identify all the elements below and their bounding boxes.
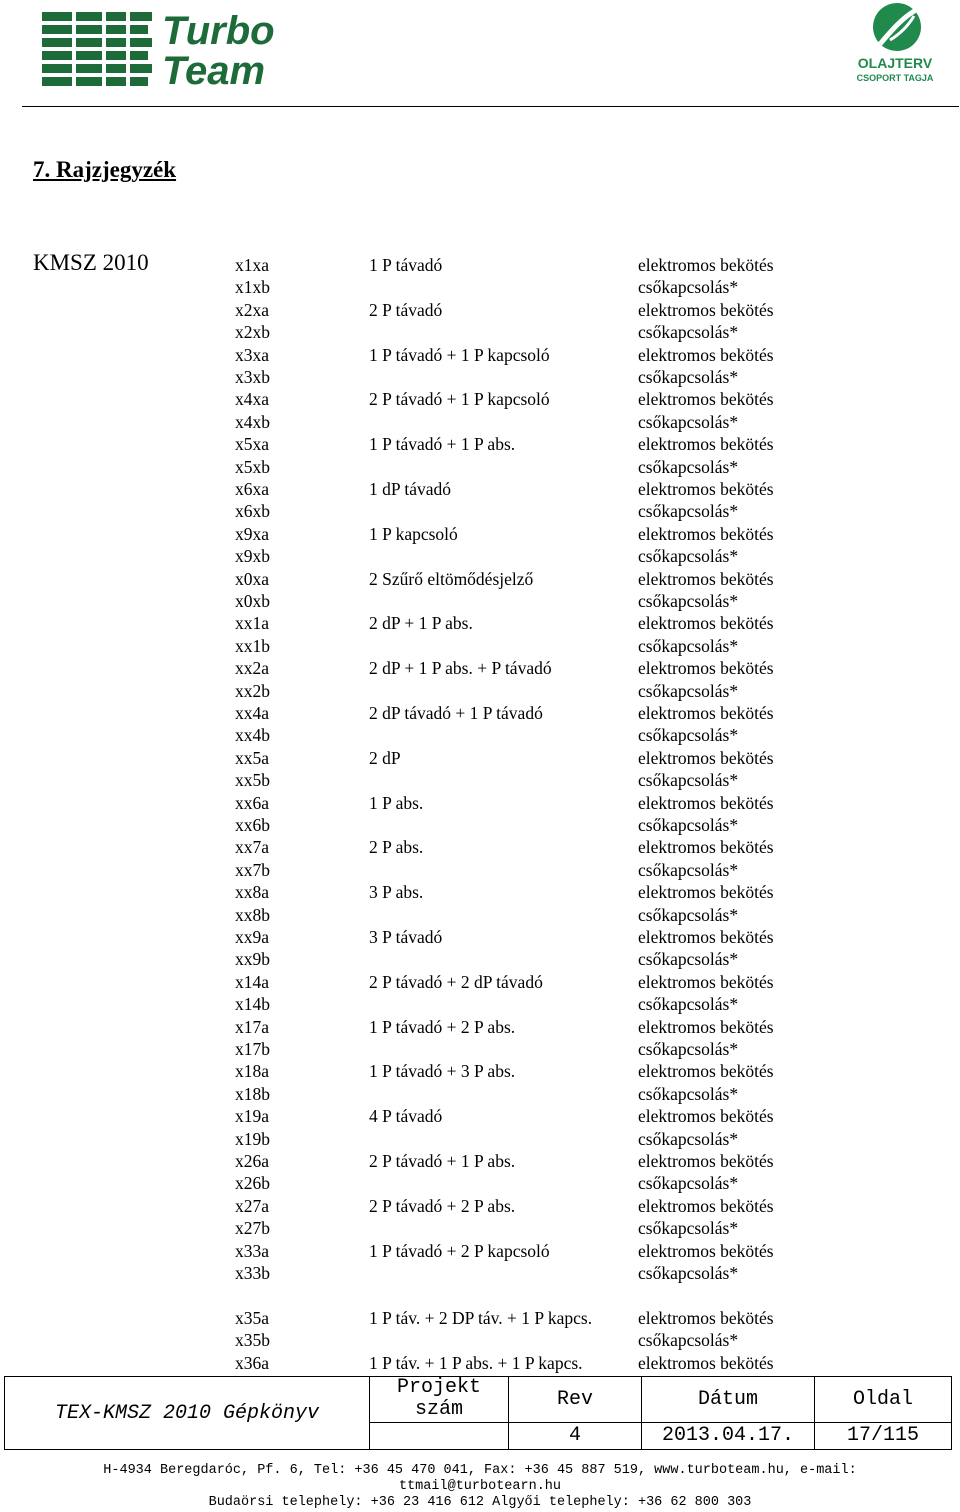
connection-type: elektromos bekötés [638,1307,774,1328]
connection-type: csőkapcsolás* [638,591,739,611]
footer-project-value [370,1422,509,1449]
drawing-code: x14a [235,971,270,992]
drawing-description: 1 P távadó + 2 P abs. [369,1016,516,1037]
table-row [0,344,960,366]
table-row [0,1128,960,1150]
footer-date-value: 2013.04.17. [642,1422,815,1449]
connection-type: csőkapcsolás* [638,501,739,522]
page-header [0,0,960,110]
footer-rev-value: 4 [509,1422,642,1449]
drawing-code: xx9b [235,949,270,970]
table-row [0,321,960,343]
connection-type: elektromos bekötés [638,703,774,723]
drawing-description: 2 P távadó + 2 P abs. [369,1195,516,1216]
table-row [0,388,960,410]
connection-type: csőkapcsolás* [638,456,739,477]
drawing-code: x3xa [235,344,270,365]
drawing-description: 1 P távadó + 2 P kapcsoló [369,1240,550,1261]
table-row [0,926,960,948]
drawing-description: 2 P abs. [369,837,424,858]
connection-type: elektromos bekötés [638,658,774,679]
connection-type: elektromos bekötés [638,882,774,903]
drawing-code: xx8b [235,904,270,925]
table-row [0,411,960,433]
table-row [0,948,960,970]
drawing-code: x17b [235,1039,270,1059]
drawing-code: x5xa [235,434,270,455]
drawing-code: xx7b [235,859,270,880]
table-row [0,859,960,881]
table-row [0,590,960,612]
drawing-description: 2 dP [369,747,401,768]
connection-type: csőkapcsolás* [638,1173,739,1194]
connection-type: csőkapcsolás* [638,994,739,1015]
turbo-team-logo-mark [40,8,340,88]
drawing-description: 1 P táv. + 2 DP táv. + 1 P kapcs. [369,1307,593,1328]
header-divider [22,106,959,107]
drawing-code: x35b [235,1330,270,1351]
table-row [0,1150,960,1172]
drawing-code: x1xa [235,255,270,275]
connection-type: csőkapcsolás* [638,277,739,298]
connection-type: elektromos bekötés [638,1106,774,1127]
drawing-code: x3xb [235,367,270,387]
connection-type: csőkapcsolás* [638,680,739,701]
connection-type: csőkapcsolás* [638,322,739,343]
olajterv-tagline: CSOPORT TAGJA [856,73,934,83]
drawing-description: 2 dP + 1 P abs. + P távadó [369,658,552,679]
drawing-code: x0xa [235,568,270,589]
table-row [0,1352,960,1374]
logo-text-team: Team [162,49,266,88]
drawing-description: 3 P abs. [369,882,424,903]
connection-type: csőkapcsolás* [638,1083,739,1104]
connection-type: elektromos bekötés [638,792,774,813]
footer-rev-header: Rev [509,1377,642,1423]
table-row [0,366,960,388]
connection-type: csőkapcsolás* [638,770,739,791]
connection-type: elektromos bekötés [638,568,774,589]
table-row [0,523,960,545]
connection-type: elektromos bekötés [638,255,774,275]
drawing-code: xx4a [235,703,270,723]
contact-line-2: ttmail@turbotearn.hu [398,1479,562,1494]
drawing-description: 1 P kapcsoló [369,523,458,544]
connection-type: csőkapcsolás* [638,411,739,432]
drawing-description: 2 Szűrő eltömődésjelző [369,568,534,589]
table-row [0,1172,960,1194]
table-row [0,568,960,590]
table-row [0,814,960,836]
drawing-description: 2 P távadó + 1 P abs. [369,1151,516,1171]
table-row [0,747,960,769]
connection-type: csőkapcsolás* [638,1039,739,1059]
table-row [0,836,960,858]
connection-type: csőkapcsolás* [638,949,739,970]
table-row [0,478,960,500]
connection-type: elektromos bekötés [638,971,774,992]
drawing-code: x33a [235,1240,270,1261]
drawing-code: xx6b [235,815,270,835]
drawing-code: xx4b [235,725,270,746]
connection-type: elektromos bekötés [638,747,774,768]
document-label: KMSZ 2010 [33,250,149,275]
table-row [0,254,960,276]
olajterv-name: OLAJTERV [857,55,933,71]
drawing-code: x35a [235,1307,270,1328]
drawing-code: x5xb [235,456,270,477]
drawing-code: xx7a [235,837,270,858]
table-row [0,1262,960,1284]
drawing-description: 1 dP távadó [369,479,451,499]
table-row [0,635,960,657]
table-row [0,702,960,724]
connection-type: elektromos bekötés [638,1061,774,1082]
connection-type: csőkapcsolás* [638,1218,739,1239]
drawing-code: x36a [235,1352,270,1373]
table-row [0,1060,960,1082]
connection-type: elektromos bekötés [638,1352,774,1373]
drawing-code: x9xb [235,546,270,567]
table-row [0,1307,960,1329]
table-row [0,792,960,814]
olajterv-logo [850,0,940,90]
table-row [0,545,960,567]
drawing-description: 2 P távadó [369,299,443,320]
drawing-code: xx1a [235,613,270,634]
footer-project-header-line2: szám [414,1398,463,1422]
page-title: 7. Rajzjegyzék [33,157,177,182]
footer-date-header: Dátum [642,1377,815,1423]
table-row [0,1016,960,1038]
drawing-code: x9xa [235,523,270,544]
connection-type: csőkapcsolás* [638,367,739,387]
footer-page-header: Oldal [815,1377,952,1423]
drawing-description: 4 P távadó [369,1106,443,1127]
table-row [0,276,960,298]
drawing-description: 1 P távadó [369,255,443,275]
drawing-code: xx5a [235,747,270,768]
connection-type: csőkapcsolás* [638,815,739,835]
drawing-code: x2xa [235,299,270,320]
drawing-description: 2 dP távadó + 1 P távadó [369,703,543,723]
connection-type: elektromos bekötés [638,523,774,544]
table-row [0,904,960,926]
drawing-code: x27a [235,1195,270,1216]
connection-type: csőkapcsolás* [638,546,739,567]
drawing-code: x19b [235,1128,270,1149]
connection-type: csőkapcsolás* [638,1128,739,1149]
connection-type: csőkapcsolás* [638,635,739,656]
table-row [0,1083,960,1105]
drawing-description: 1 P abs. [369,792,424,813]
drawing-description: 2 P távadó + 2 dP távadó [369,971,543,992]
drawing-code: x4xa [235,389,270,410]
turbo-team-logo [40,8,340,88]
drawing-code: x6xb [235,501,270,522]
drawing-code: xx2b [235,680,270,701]
footer-project-header [370,1377,509,1423]
table-row [0,500,960,522]
table-row [0,612,960,634]
table-row [0,433,960,455]
connection-type: elektromos bekötés [638,1195,774,1216]
table-row [0,881,960,903]
table-row [0,1240,960,1262]
drawing-description: 3 P távadó [369,927,443,947]
drawing-description: 1 P távadó + 1 P kapcsoló [369,344,550,365]
drawing-code: xx6a [235,792,270,813]
footer-page-value: 17/115 [815,1422,952,1449]
table-row [0,1105,960,1127]
contact-line-3: Budaörsi telephely: +36 23 416 612 Algyői telephely: +36 62 800 303 [208,1495,752,1510]
footer-document-name: TEX-KMSZ 2010 Gépkönyv [5,1377,370,1450]
drawing-code: x27b [235,1218,270,1239]
table-row [0,769,960,791]
drawing-code: xx2a [235,658,270,679]
drawing-code: xx8a [235,882,270,903]
footer-table [4,1376,952,1450]
logo-text-turbo: Turbo [162,9,275,53]
drawing-description: 2 P távadó + 1 P kapcsoló [369,389,550,410]
connection-type: elektromos bekötés [638,434,774,455]
connection-type: elektromos bekötés [638,299,774,320]
connection-type: elektromos bekötés [638,1016,774,1037]
drawing-description: 1 P távadó + 3 P abs. [369,1061,516,1082]
connection-type: csőkapcsolás* [638,904,739,925]
drawing-code: x1xb [235,277,270,298]
table-row [0,456,960,478]
drawing-description: 1 P távadó + 1 P abs. [369,434,516,455]
connection-type: elektromos bekötés [638,837,774,858]
drawing-code: x17a [235,1016,270,1037]
drawing-code: xx9a [235,927,270,947]
drawing-code: x2xb [235,322,270,343]
connection-type: elektromos bekötés [638,479,774,499]
drawing-code: x0xb [235,591,270,611]
drawing-description: 2 dP + 1 P abs. [369,613,473,634]
connection-type: csőkapcsolás* [638,859,739,880]
table-row [0,680,960,702]
table-row [0,1329,960,1351]
connection-type: elektromos bekötés [638,1240,774,1261]
drawing-code: x4xb [235,411,270,432]
table-row [0,299,960,321]
drawing-code: x33b [235,1263,270,1283]
connection-type: elektromos bekötés [638,613,774,634]
table-row [0,657,960,679]
connection-type: elektromos bekötés [638,1151,774,1171]
drawing-code: x26a [235,1151,270,1171]
table-row [0,1038,960,1060]
connection-type: elektromos bekötés [638,389,774,410]
connection-type: csőkapcsolás* [638,1263,739,1283]
connection-type: elektromos bekötés [638,344,774,365]
drawing-code: x14b [235,994,270,1015]
drawing-code: x18a [235,1061,270,1082]
table-row [0,1195,960,1217]
drawing-code: x26b [235,1173,270,1194]
table-row [0,971,960,993]
table-row [0,1217,960,1239]
drawing-code: x19a [235,1106,270,1127]
drawing-code: x18b [235,1083,270,1104]
contact-line-1: H-4934 Beregdaróc, Pf. 6, Tel: +36 45 470 041, Fax: +36 45 887 519, www.turboteam.hu, e-mail: [103,1463,857,1478]
drawing-code: x6xa [235,479,270,499]
connection-type: csőkapcsolás* [638,1330,739,1351]
table-row [0,993,960,1015]
connection-type: csőkapcsolás* [638,725,739,746]
connection-type: elektromos bekötés [638,927,774,947]
drawing-code: xx5b [235,770,270,791]
olajterv-leaf-icon [850,0,940,90]
footer-project-header-line1: Projekt [396,1376,481,1400]
drawing-code: xx1b [235,635,270,656]
table-row [0,724,960,746]
drawing-description: 1 P táv. + 1 P abs. + 1 P kapcs. [369,1352,583,1373]
